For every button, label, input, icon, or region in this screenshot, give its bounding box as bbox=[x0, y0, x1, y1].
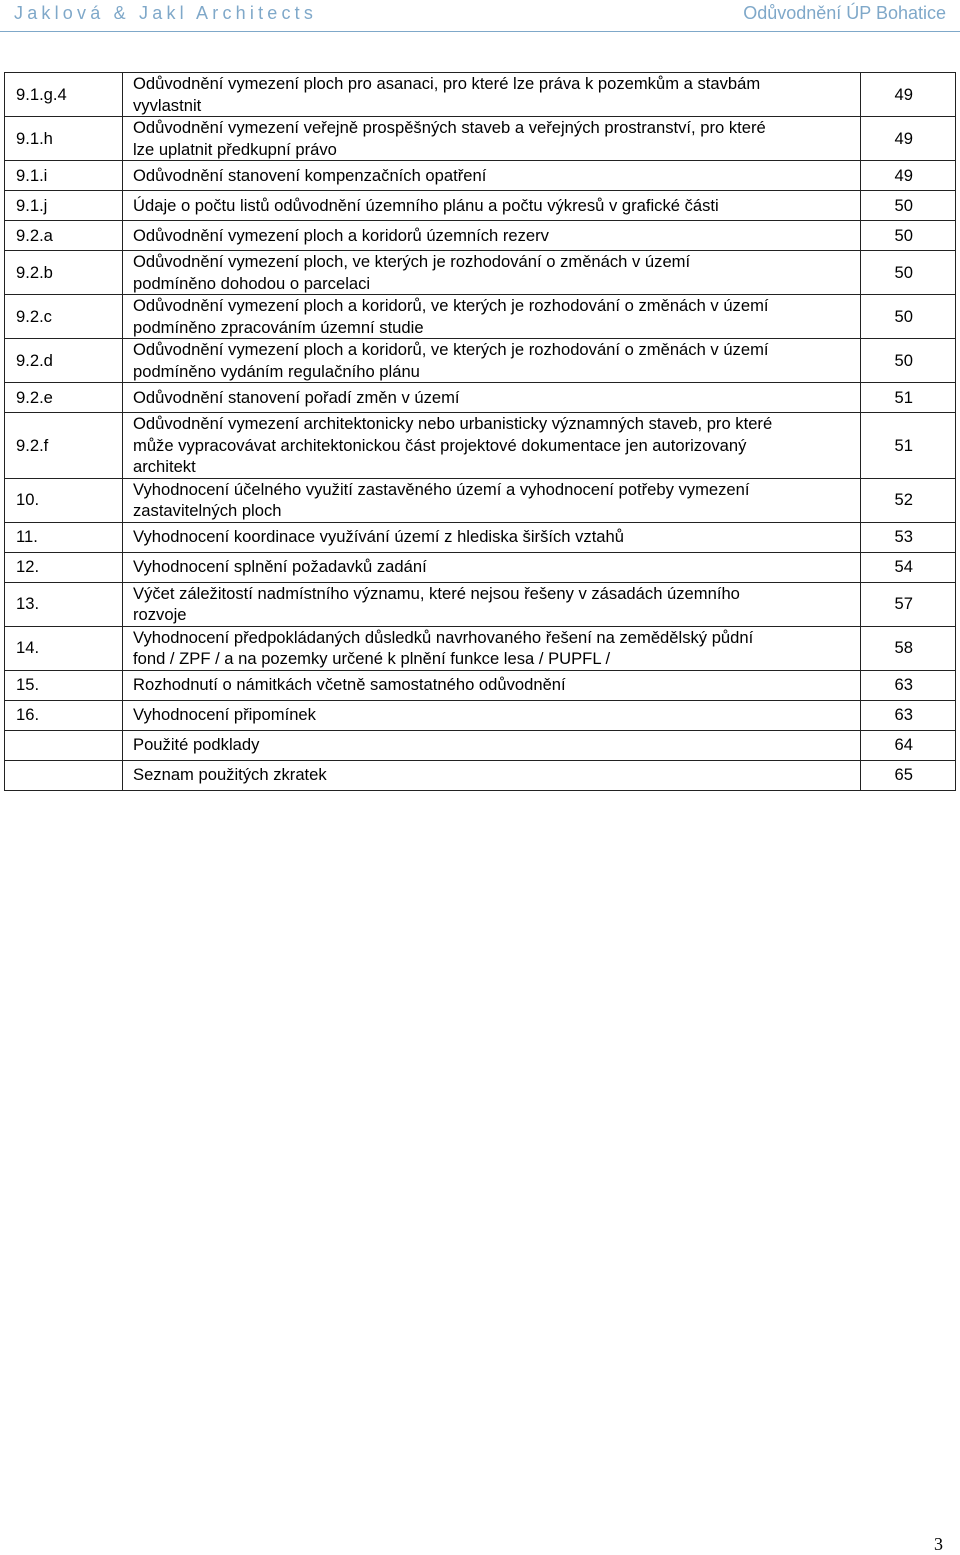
toc-row[interactable] bbox=[5, 760, 956, 790]
toc-section-number: 9.1.i bbox=[5, 161, 123, 191]
toc-title-line: architekt bbox=[133, 457, 196, 476]
toc-row[interactable] bbox=[5, 582, 956, 626]
toc-section-number bbox=[5, 730, 123, 760]
toc-row[interactable] bbox=[5, 339, 956, 383]
toc-section-number: 10. bbox=[5, 478, 123, 522]
toc-section-title bbox=[123, 760, 861, 790]
toc-title-line: podmíněno zpracováním územní studie bbox=[133, 317, 424, 337]
toc-title-line: rozvoje bbox=[133, 605, 187, 624]
toc-title-line: Vyhodnocení splnění požadavků zadání bbox=[133, 557, 427, 577]
toc-title-line: Vyhodnocení koordinace využívání území z hlediska širších vztahů bbox=[133, 527, 624, 547]
toc-title-line: Výčet záležitostí nadmístního významu, které nejsou řešeny v zásadách územního bbox=[133, 583, 740, 603]
toc-section-title bbox=[123, 339, 861, 383]
toc-row[interactable] bbox=[5, 73, 956, 117]
toc-section-title bbox=[123, 383, 861, 413]
toc-row[interactable] bbox=[5, 478, 956, 522]
toc-page-number: 52 bbox=[861, 478, 956, 522]
toc-section-number: 11. bbox=[5, 522, 123, 552]
toc-section-title bbox=[123, 413, 861, 479]
toc-section-number: 9.2.c bbox=[5, 295, 123, 339]
toc-title-line: Odůvodnění vymezení ploch a koridorů, ve kterých je rozhodování o změnách v území bbox=[133, 340, 769, 359]
toc-section-number: 9.1.j bbox=[5, 191, 123, 221]
toc-section-number: 14. bbox=[5, 626, 123, 670]
toc-title-line: Údaje o počtu listů odůvodnění územního plánu a počtu výkresů v grafické části bbox=[133, 195, 719, 215]
toc-section-number: 13. bbox=[5, 582, 123, 626]
toc-section-number: 16. bbox=[5, 700, 123, 730]
toc-section-title bbox=[123, 626, 861, 670]
toc-title-line: Použité podklady bbox=[133, 735, 260, 755]
toc-page-number: 51 bbox=[861, 383, 956, 413]
toc-title-line: Odůvodnění vymezení architektonicky nebo urbanisticky významných staveb, pro které bbox=[133, 414, 773, 433]
toc-title-line: Seznam použitých zkratek bbox=[133, 765, 327, 785]
toc-title-line: Odůvodnění stanovení pořadí změn v území bbox=[133, 387, 460, 407]
toc-title-line: Vyhodnocení účelného využití zastavěného území a vyhodnocení potřeby vymezení bbox=[133, 479, 750, 499]
toc-title-line: Rozhodnutí o námitkách včetně samostatného odůvodnění bbox=[133, 675, 566, 695]
toc-title-line: Vyhodnocení připomínek bbox=[133, 705, 316, 725]
toc-title-line: fond / ZPF / a na pozemky určené k plnění funkce lesa / PUPFL / bbox=[133, 649, 611, 668]
toc-page-number: 53 bbox=[861, 522, 956, 552]
toc-section-title bbox=[123, 251, 861, 295]
toc-section-title bbox=[123, 161, 861, 191]
toc-page-number: 49 bbox=[861, 73, 956, 117]
toc-page-number: 63 bbox=[861, 700, 956, 730]
toc-title-line: podmíněno dohodou o parcelaci bbox=[133, 273, 371, 293]
toc-section-title bbox=[123, 191, 861, 221]
toc-section-number: 9.2.f bbox=[5, 413, 123, 479]
toc-row[interactable] bbox=[5, 522, 956, 552]
toc-section-title bbox=[123, 117, 861, 161]
toc-title-line: Odůvodnění vymezení ploch a koridorů územních rezerv bbox=[133, 225, 549, 245]
toc-row[interactable] bbox=[5, 221, 956, 251]
toc-title-line: Odůvodnění vymezení ploch a koridorů, ve kterých je rozhodování o změnách v území bbox=[133, 296, 769, 315]
toc-page-number: 54 bbox=[861, 552, 956, 582]
toc-page-number: 51 bbox=[861, 413, 956, 479]
toc-title-line: Odůvodnění stanovení kompenzačních opatření bbox=[133, 165, 487, 185]
toc-body bbox=[5, 73, 956, 791]
toc-section-title bbox=[123, 730, 861, 760]
toc-page-number: 50 bbox=[861, 221, 956, 251]
toc-row[interactable] bbox=[5, 383, 956, 413]
toc-section-title bbox=[123, 522, 861, 552]
toc-title-line: Odůvodnění vymezení ploch pro asanaci, pro které lze práva k pozemkům a stavbám bbox=[133, 74, 761, 93]
toc-row[interactable] bbox=[5, 626, 956, 670]
toc-section-number bbox=[5, 760, 123, 790]
toc-title-line: podmíněno vydáním regulačního plánu bbox=[133, 361, 420, 381]
toc-row[interactable] bbox=[5, 552, 956, 582]
toc-section-number: 12. bbox=[5, 552, 123, 582]
firm-name: Jaklová & Jakl Architects bbox=[14, 3, 318, 23]
toc-page-number: 50 bbox=[861, 251, 956, 295]
toc-page-number: 58 bbox=[861, 626, 956, 670]
toc-section-title bbox=[123, 582, 861, 626]
toc-section-number: 9.2.e bbox=[5, 383, 123, 413]
toc-row[interactable] bbox=[5, 161, 956, 191]
toc-section-number: 9.2.d bbox=[5, 339, 123, 383]
toc-page-number: 65 bbox=[861, 760, 956, 790]
toc-row[interactable] bbox=[5, 670, 956, 700]
toc-section-title bbox=[123, 700, 861, 730]
toc-section-number: 9.2.b bbox=[5, 251, 123, 295]
header-divider bbox=[0, 31, 960, 32]
toc-title-line: Odůvodnění vymezení ploch, ve kterých je rozhodování o změnách v území bbox=[133, 252, 691, 271]
toc-page-number: 50 bbox=[861, 295, 956, 339]
page-header bbox=[0, 0, 960, 36]
toc-section-title bbox=[123, 221, 861, 251]
toc-section-number: 15. bbox=[5, 670, 123, 700]
toc-page-number: 64 bbox=[861, 730, 956, 760]
toc-page-number: 50 bbox=[861, 191, 956, 221]
toc-title-line: může vypracovávat architektonickou část projektové dokumentace jen autorizovaný bbox=[133, 435, 747, 455]
toc-row[interactable] bbox=[5, 730, 956, 760]
toc-section-title bbox=[123, 552, 861, 582]
toc-page-number: 49 bbox=[861, 161, 956, 191]
toc-row[interactable] bbox=[5, 117, 956, 161]
toc-row[interactable] bbox=[5, 191, 956, 221]
toc-title-line: Vyhodnocení předpokládaných důsledků navrhovaného řešení na zemědělský půdní bbox=[133, 627, 754, 647]
toc-title-line: zastavitelných ploch bbox=[133, 501, 282, 520]
toc-page-number: 50 bbox=[861, 339, 956, 383]
toc-section-number: 9.1.h bbox=[5, 117, 123, 161]
toc-page-number: 57 bbox=[861, 582, 956, 626]
toc-row[interactable] bbox=[5, 295, 956, 339]
toc-section-title bbox=[123, 295, 861, 339]
toc-section-number: 9.1.g.4 bbox=[5, 73, 123, 117]
toc-row[interactable] bbox=[5, 413, 956, 479]
toc-row[interactable] bbox=[5, 251, 956, 295]
toc-section-title bbox=[123, 670, 861, 700]
toc-title-line: vyvlastnit bbox=[133, 95, 202, 115]
document-title: Odůvodnění ÚP Bohatice bbox=[743, 3, 946, 23]
toc-page-number: 49 bbox=[861, 117, 956, 161]
toc-section-title bbox=[123, 478, 861, 522]
toc-title-line: lze uplatnit předkupní právo bbox=[133, 139, 337, 159]
toc-row[interactable] bbox=[5, 700, 956, 730]
toc-section-title bbox=[123, 73, 861, 117]
page-number: 3 bbox=[934, 1534, 943, 1554]
toc-title-line: Odůvodnění vymezení veřejně prospěšných staveb a veřejných prostranství, pro které bbox=[133, 118, 766, 137]
toc-section-number: 9.2.a bbox=[5, 221, 123, 251]
table-of-contents bbox=[4, 72, 956, 791]
toc-page-number: 63 bbox=[861, 670, 956, 700]
